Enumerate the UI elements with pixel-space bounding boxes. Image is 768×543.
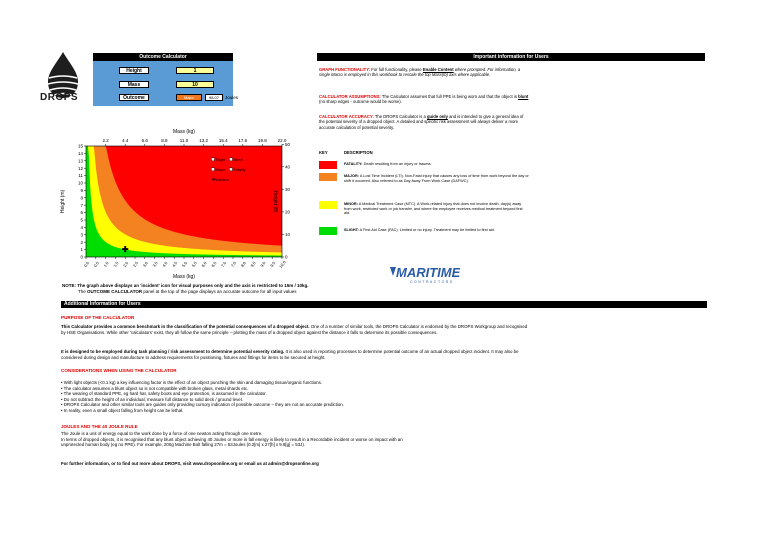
legend-swatch: [229, 158, 232, 161]
x-tick-label: 3.5: [151, 260, 159, 268]
joules-unit: Joules: [225, 95, 239, 100]
key-name: SLIGHT:: [344, 228, 359, 232]
note-line-2-bold: OUTCOME CALCULATOR: [87, 289, 143, 294]
legend-swatch: [211, 158, 214, 161]
maritime-logo-text: MARITIME: [396, 265, 460, 280]
x2-tick-label: 22.0: [277, 138, 287, 143]
height-label: Height: [119, 67, 149, 74]
y-tick-label: 3: [80, 232, 83, 238]
consideration-item: • The calculator assumes a blunt object so is not compatible with broken glass, metal shards etc.: [61, 385, 249, 391]
x2-tick-label: 4.4: [122, 138, 129, 143]
y2-tick-label: 20: [285, 209, 291, 215]
key-slight: [344, 228, 529, 233]
calculator-title: Outcome Calculator: [93, 53, 233, 61]
legend-label: Incident: [215, 177, 229, 182]
x-tick-label: 9.0: [259, 260, 267, 268]
planning-rest: It is also used in reporting processes to determine potential outcome of an actual dropped object incident. It may also be considered during design and manufacture to address requirements for positioning, fixtures and fittings for items to be secured at height.: [61, 349, 519, 360]
chart-title: Mass (kg): [173, 129, 195, 135]
key-fatality: [344, 162, 529, 167]
joules-line: In terms of dropped objects, it is recognised that any blunt object achieving 40 Joules or more in fall energy is likely to result in a Recordable incident or worse on impact with an: [61, 436, 403, 442]
x-tick-label: 8.5: [249, 260, 257, 268]
purpose-text: [61, 324, 531, 335]
note-line-2-pre: The: [78, 289, 86, 294]
key-swatch-fatality: [319, 161, 337, 169]
y-tick-label: 4: [80, 225, 83, 230]
x-tick-label: 4.0: [161, 260, 169, 268]
assumptions-post: (no sharp edges - outcome would be worse).: [319, 99, 402, 105]
y-tick-label: 13: [77, 158, 83, 164]
description-header: DESCRIPTION: [344, 150, 373, 155]
mass-label: Mass: [119, 81, 149, 88]
x-tick-label: 7.0: [219, 260, 228, 268]
x-tick-label: 4.5: [170, 260, 179, 268]
key-swatch-slight: [319, 227, 337, 235]
accuracy-text: [319, 114, 529, 130]
y-axis-title: Height (m): [60, 189, 66, 214]
incident-marker: ✚: [121, 245, 129, 255]
legend-box: [211, 158, 247, 190]
x-tick-label: 8.0: [239, 260, 247, 268]
footer-contact: For further information, or to find out more about DROPS, visit www.dropsonline.org or email us at admin@dropsonline.org: [61, 461, 319, 466]
key-desc: A Medical Treatment Case (MTC). A Work-related injury that does not involve death, day(s) away from work, restricted work or job transfer, and where the employee receives medical treatment beyond first aid.: [344, 202, 523, 216]
y2-tick-label: 30: [285, 186, 291, 192]
x-tick-label: 10.0: [278, 259, 287, 269]
y-tick-label: 1: [80, 247, 83, 253]
x2-tick-label: 17.6: [238, 138, 248, 143]
x-tick-label: 5.5: [190, 260, 198, 268]
x2-tick-label: 11.0: [179, 138, 189, 143]
legend-marker-incident: ✚: [211, 176, 216, 183]
assumptions-head: CALCULATOR ASSUMPTIONS:: [319, 94, 381, 99]
guide-only-emphasis: guide only: [426, 114, 448, 119]
joules-heading: JOULES AND THE 40 JOULE RULE: [61, 424, 138, 429]
assumptions-pre: The Calculator assumes that full PPE is being worn and that the object is: [381, 94, 517, 99]
x-tick-label: 6.5: [210, 260, 218, 268]
calculator-panel: [93, 61, 239, 106]
y-tick-label: 15: [77, 143, 83, 149]
planning-bold: It is designed to be employed during task planning / risk assessment to determine potential severity rating.: [61, 349, 285, 354]
graph-functionality-head: GRAPH FUNCTIONALITY:: [319, 67, 371, 72]
outcome-value: Major: [176, 94, 202, 101]
y-tick-label: 6: [80, 210, 83, 216]
y-tick-label: 7: [80, 202, 83, 208]
x-tick-label: 3.0: [141, 260, 149, 268]
height-input[interactable]: 1: [176, 67, 214, 74]
x2-tick-label: 8.8: [161, 138, 168, 143]
x2-tick-label: 6.6: [141, 138, 148, 143]
key-major: [344, 174, 529, 183]
y2-tick-label: 40: [285, 164, 291, 170]
y-tick-label: 5: [80, 217, 83, 223]
accuracy-head: CALCULATOR ACCURACY:: [319, 114, 374, 119]
y2-axis-title: Height (ft): [272, 190, 278, 213]
x2-tick-label: 2.2: [102, 138, 109, 143]
key-swatch-major: [319, 173, 337, 181]
y2-tick-label: 0: [285, 254, 288, 260]
legend-label: Major: [215, 167, 225, 172]
considerations-heading: CONSIDERATIONS WHEN USING THE CALCULATOR: [61, 368, 177, 373]
x-tick-label: 0.0: [82, 260, 91, 268]
y2-tick-label: 10: [285, 232, 291, 238]
note-line-2-post: panel at the top of the page displays an accurate outcome for all input values: [143, 289, 297, 294]
key-minor: [344, 202, 529, 216]
outcome-label: Outcome: [119, 94, 149, 101]
purpose-bold: This Calculator provides a common benchmark in the classification of the potential consequences of a dropped object.: [61, 324, 310, 329]
graph-functionality-text: [319, 67, 529, 78]
maritime-logo-sub: CONTRACTORS: [410, 280, 454, 284]
x-tick-label: 9.5: [268, 260, 277, 268]
purpose-heading: PURPOSE OF THE CALCULATOR: [61, 315, 135, 320]
mass-input[interactable]: 10: [176, 81, 214, 88]
considerations-list: [61, 380, 531, 413]
y-tick-label: 8: [80, 195, 83, 201]
x-tick-label: 1.0: [102, 260, 110, 268]
legend-swatch: [211, 168, 214, 171]
y-tick-label: 2: [80, 239, 83, 245]
x-tick-label: 6.0: [200, 260, 208, 268]
note-line-1: NOTE: The graph above displays an 'incident' icon for visual purposes only and the axis is restricted to 15m / 10kg.: [62, 283, 309, 288]
graph-functionality-pre: For full functionality, please: [371, 67, 422, 72]
assumptions-text: [319, 94, 529, 105]
graph-functionality-post: where prompted. For information, a single Macro is employed in this workbook to rescale the top Mass(lb) axis where applicable.: [319, 67, 521, 78]
legend-label: Minor: [233, 157, 243, 162]
joules-text: [61, 431, 707, 448]
x2-tick-label: 15.4: [218, 138, 228, 143]
consideration-item: • In reality, even a small object falling from height can be lethal.: [61, 407, 184, 413]
y-tick-label: 12: [77, 165, 83, 171]
accuracy-post: and is intended to give a general idea of the potential severity of a dropped object. A detailed and specific risk assessment will always deliver a more accurate calculation of potential severity.: [319, 114, 524, 130]
key-name: MINOR:: [344, 202, 358, 206]
y2-tick-label: 50: [285, 141, 291, 147]
consideration-item: • With light objects (<0.1 kg) a key influencing factor is the effect of an object punching the skin and damaging tissue/organic functions.: [61, 380, 323, 385]
y-tick-label: 14: [77, 151, 83, 156]
consideration-item: • The wearing of standard PPE, eg hard hat, safety boots and eye protection, is assumed in the calculator.: [61, 391, 267, 396]
key-name: MAJOR:: [344, 174, 359, 178]
y-tick-label: 10: [77, 180, 83, 186]
joules-line: The Joule is a unit of energy equal to the work done by a force of one newton acting through one metre.: [61, 431, 263, 436]
enable-content-link: Enable Content: [422, 67, 454, 72]
planning-text: [61, 349, 531, 360]
info-title: Important information for Users: [317, 53, 705, 61]
key-name: FATALITY:: [344, 162, 363, 166]
joules-line: unprotected human body (eg no PPE). For example, 200g Machine Bolt falling 27m = 53Joules (0.2[m] x 27[h] x 9.8[g] = 53J).: [61, 442, 306, 447]
joules-value: 98.07: [205, 94, 223, 101]
legend-label: Slight: [215, 157, 225, 162]
x-axis-title: Mass (kg): [173, 274, 195, 280]
key-swatch-minor: [319, 201, 337, 209]
chart-note: [62, 283, 308, 295]
purpose-rest: One of a number of similar tools, the DROPS Calculator is endorsed by the DROPS Workgroup and recognised by HSE Organisations. While other 'calculators' exist, they all follow the same principle – plotting the mass of a dropped object against the distance it falls to determine its possible consequences.: [61, 324, 528, 335]
maritime-contractors-logo: [388, 262, 460, 284]
key-desc: A First Aid Case (FAC). Limited or no injury. Treatment may be limited to first aid.: [359, 228, 495, 232]
logo-text: DROPS: [40, 92, 79, 103]
legend-swatch: [229, 168, 232, 171]
y-tick-label: 9: [80, 188, 83, 193]
key-desc: Death resulting from an injury or trauma.: [363, 162, 432, 166]
drops-severity-chart: [52, 116, 314, 282]
x-tick-label: 0.5: [92, 260, 100, 268]
x2-tick-label: 19.8: [258, 138, 267, 143]
note-line-2: [62, 289, 308, 295]
accuracy-pre: The DROPS Calculator is a: [374, 114, 426, 119]
x-tick-label: 7.5: [229, 260, 238, 268]
additional-info-title: Additional Information for Users: [61, 301, 707, 308]
consideration-item: • Do not subtract the height of an individual, measure full distance to solid deck / ground level.: [61, 396, 243, 402]
consideration-item: • DROPS Calculator and other similar tools are guides only providing cursory indication of possible outcome – they are not an accurate prediction.: [61, 402, 344, 407]
x-tick-label: 2.0: [121, 260, 130, 268]
key-header: KEY: [319, 150, 328, 155]
y-tick-label: 11: [78, 173, 83, 179]
x-tick-label: 1.5: [112, 260, 120, 268]
x2-tick-label: 13.2: [199, 138, 208, 143]
blunt-emphasis: blunt: [518, 94, 529, 99]
x-tick-label: 2.5: [131, 260, 140, 268]
x-tick-label: 5.0: [180, 260, 189, 268]
legend-label: Fatality: [233, 167, 246, 172]
key-desc: A Lost Time Incident (LTI). Non-Fatal injury that causes any loss of time from work beyond the day or shift it occurred. Also referred to as Day Away From Work Case (DAFWC).: [344, 174, 529, 183]
y-tick-label: 0: [80, 254, 83, 260]
